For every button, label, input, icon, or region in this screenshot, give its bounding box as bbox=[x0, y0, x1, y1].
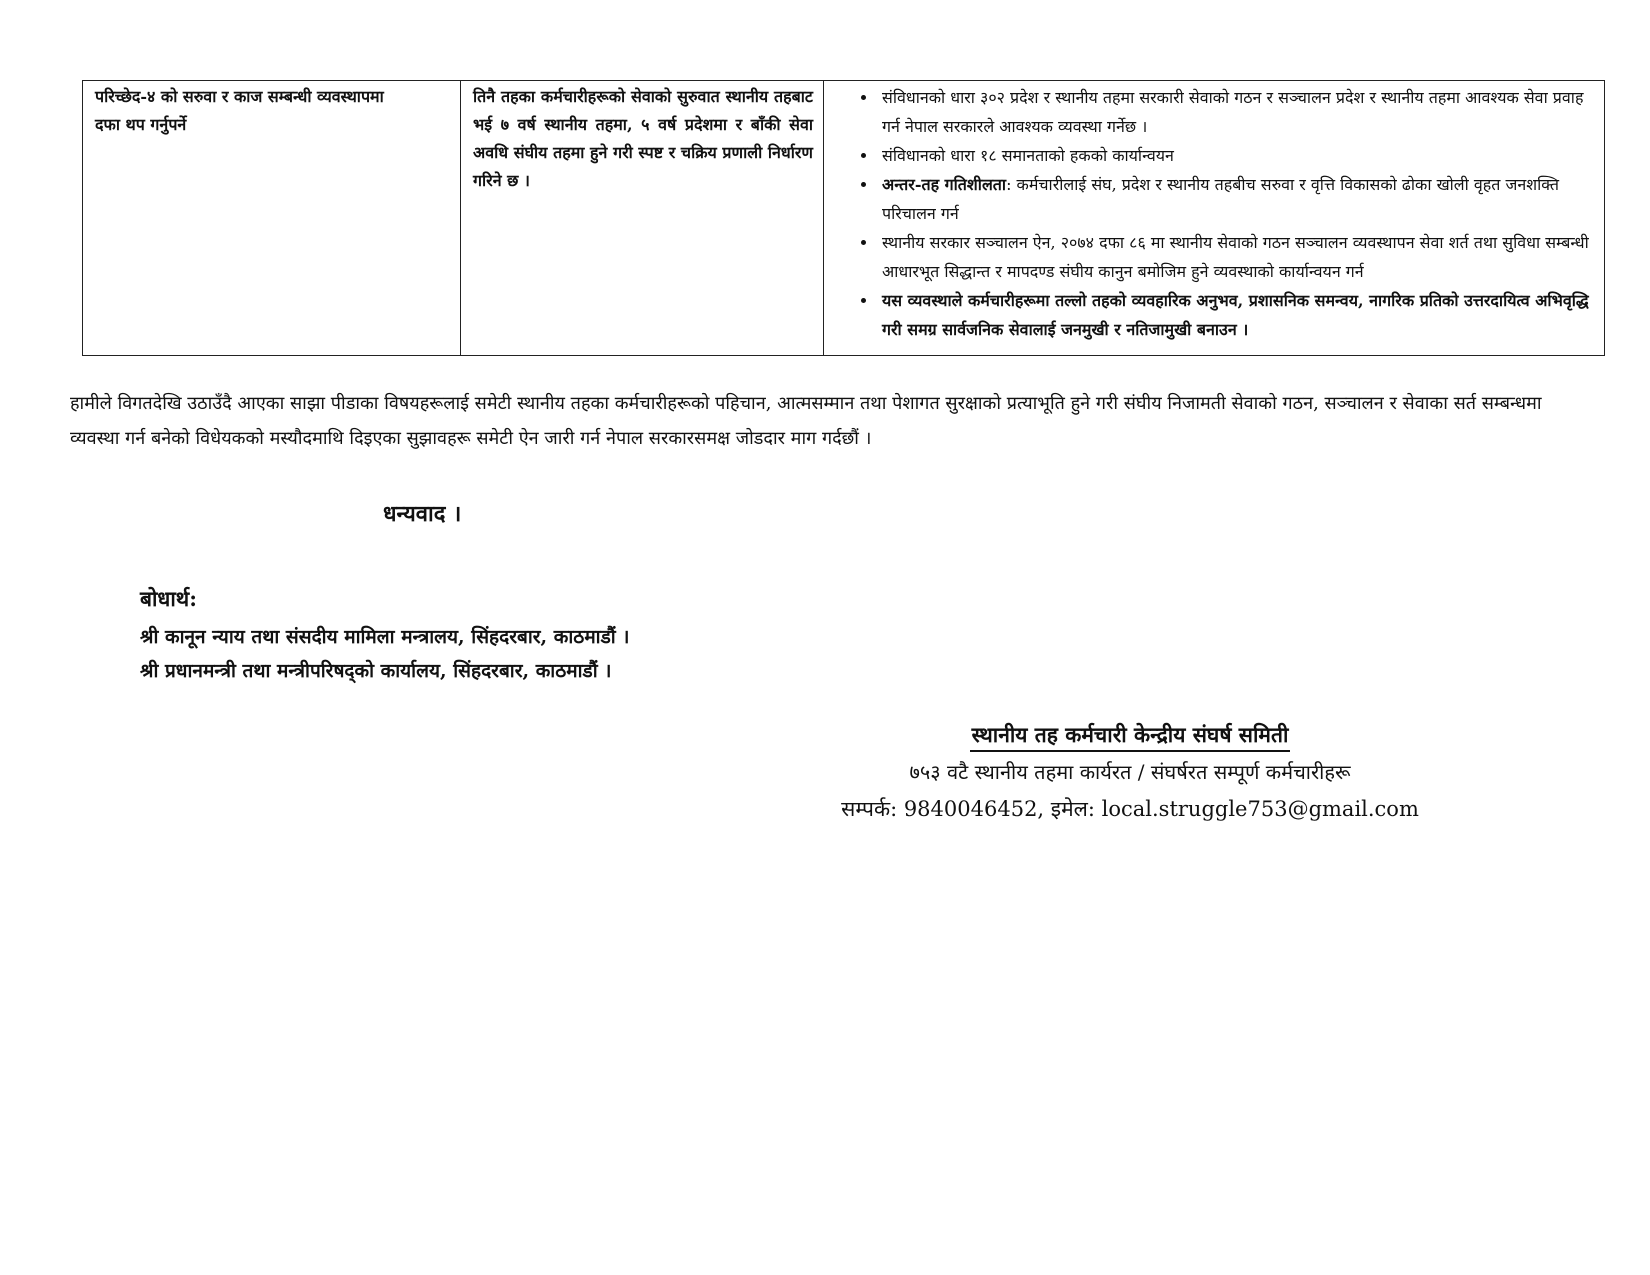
list-item bbox=[878, 170, 1594, 228]
cc-label: बोधार्थ: bbox=[140, 586, 197, 611]
list-item: • संविधानको धारा १८ समानताको हकको कार्यान्वयन bbox=[878, 141, 1594, 170]
table-row bbox=[83, 81, 1605, 356]
proposal-cell bbox=[461, 81, 824, 356]
list-item: • संविधानको धारा ३०२ प्रदेश र स्थानीय तहमा सरकारी सेवाको गठन र सञ्चालन प्रदेश र स्थानीय तहमा आवश्यक सेवा प्रवाह गर्न नेपाल सरकारले आवश्यक व्यवस्था गर्नेछ । bbox=[878, 83, 1594, 141]
proposal-text: तिनै तहका कर्मचारीहरूको सेवाको सुरुवात स्थानीय तहबाट भई ७ वर्ष स्थानीय तहमा, ५ वर्ष प्रदेशमा र बाँकी सेवा अवधि संघीय तहमा हुने गरी स्पष्ट र चक्रिय प्रणाली निर्धारण गरिने छ । bbox=[473, 87, 813, 190]
cc-recipient: श्री प्रधानमन्त्री तथा मन्त्रीपरिषद्को कार्यालय, सिंहदरबार, काठमाडौं । bbox=[140, 660, 612, 682]
chapter-cell bbox=[83, 81, 461, 356]
signature-contact: सम्पर्क: 9840046452, इमेल: local.struggle753@gmail.com bbox=[841, 797, 1419, 821]
provision-table bbox=[82, 80, 1605, 356]
signature-org: स्थानीय तह कर्मचारी केन्द्रीय संघर्ष समिती bbox=[970, 720, 1291, 752]
closing-thanks: धन्यवाद । bbox=[383, 501, 462, 527]
signature-block bbox=[820, 720, 1440, 828]
chapter-subheading: दफा थप गर्नुपर्ने bbox=[95, 115, 187, 134]
list-item: • स्थानीय सरकार सञ्चालन ऐन, २०७४ दफा ८६ मा स्थानीय सेवाको गठन सञ्चालन व्यवस्थापन सेवा शर्त तथा सुविधा सम्बन्धी आधारभूत सिद्धान्त र मापदण्ड संघीय कानुन बमोजिम हुने व्यवस्थाको कार्यान्वयन गर्न bbox=[878, 228, 1594, 286]
justification-cell bbox=[824, 81, 1605, 356]
cc-recipient: श्री कानून न्याय तथा संसदीय मामिला मन्त्रालय, सिंहदरबार, काठमाडौं । bbox=[140, 626, 630, 648]
mobility-text: : कर्मचारीलाई संघ, प्रदेश र स्थानीय तहबीच सरुवा र वृत्ति विकासको ढोका खोली वृहत जनशक्ति परिचालन गर्न bbox=[882, 175, 1559, 223]
chapter-heading: परिच्छेद-४ को सरुवा र काज सम्बन्धी व्यवस्थापमा bbox=[95, 87, 384, 106]
cc-list bbox=[140, 620, 630, 688]
justification-list bbox=[836, 83, 1594, 344]
signature-subtitle: ७५३ वटै स्थानीय तहमा कार्यरत / संघर्षरत सम्पूर्ण कर्मचारीहरू bbox=[909, 760, 1351, 784]
mobility-label: अन्तर-तह गतिशीलता bbox=[882, 175, 1007, 194]
list-item: • यस व्यवस्थाले कर्मचारीहरूमा तल्लो तहको व्यवहारिक अनुभव, प्रशासनिक समन्वय, नागरिक प्रतिको उत्तरदायित्व अभिवृद्धि गरी समग्र सार्वजनिक सेवालाई जनमुखी र नतिजामुखी बनाउन । bbox=[878, 286, 1594, 344]
demand-paragraph: हामीले विगतदेखि उठाउँदै आएका साझा पीडाका विषयहरूलाई समेटी स्थानीय तहका कर्मचारीहरूको पहिचान, आत्मसम्मान तथा पेशागत सुरक्षाको प्रत्याभूति हुने गरी संघीय निजामती सेवाको गठन, सञ्चालन र सेवाका सर्त सम्बन्धमा व्यवस्था गर्न बनेको विधेयकको मस्यौदमाथि दिइएका सुझावहरू समेटी ऐन जारी गर्न नेपाल सरकारसमक्ष जोडदार माग गर्दछौं । bbox=[70, 393, 1542, 449]
